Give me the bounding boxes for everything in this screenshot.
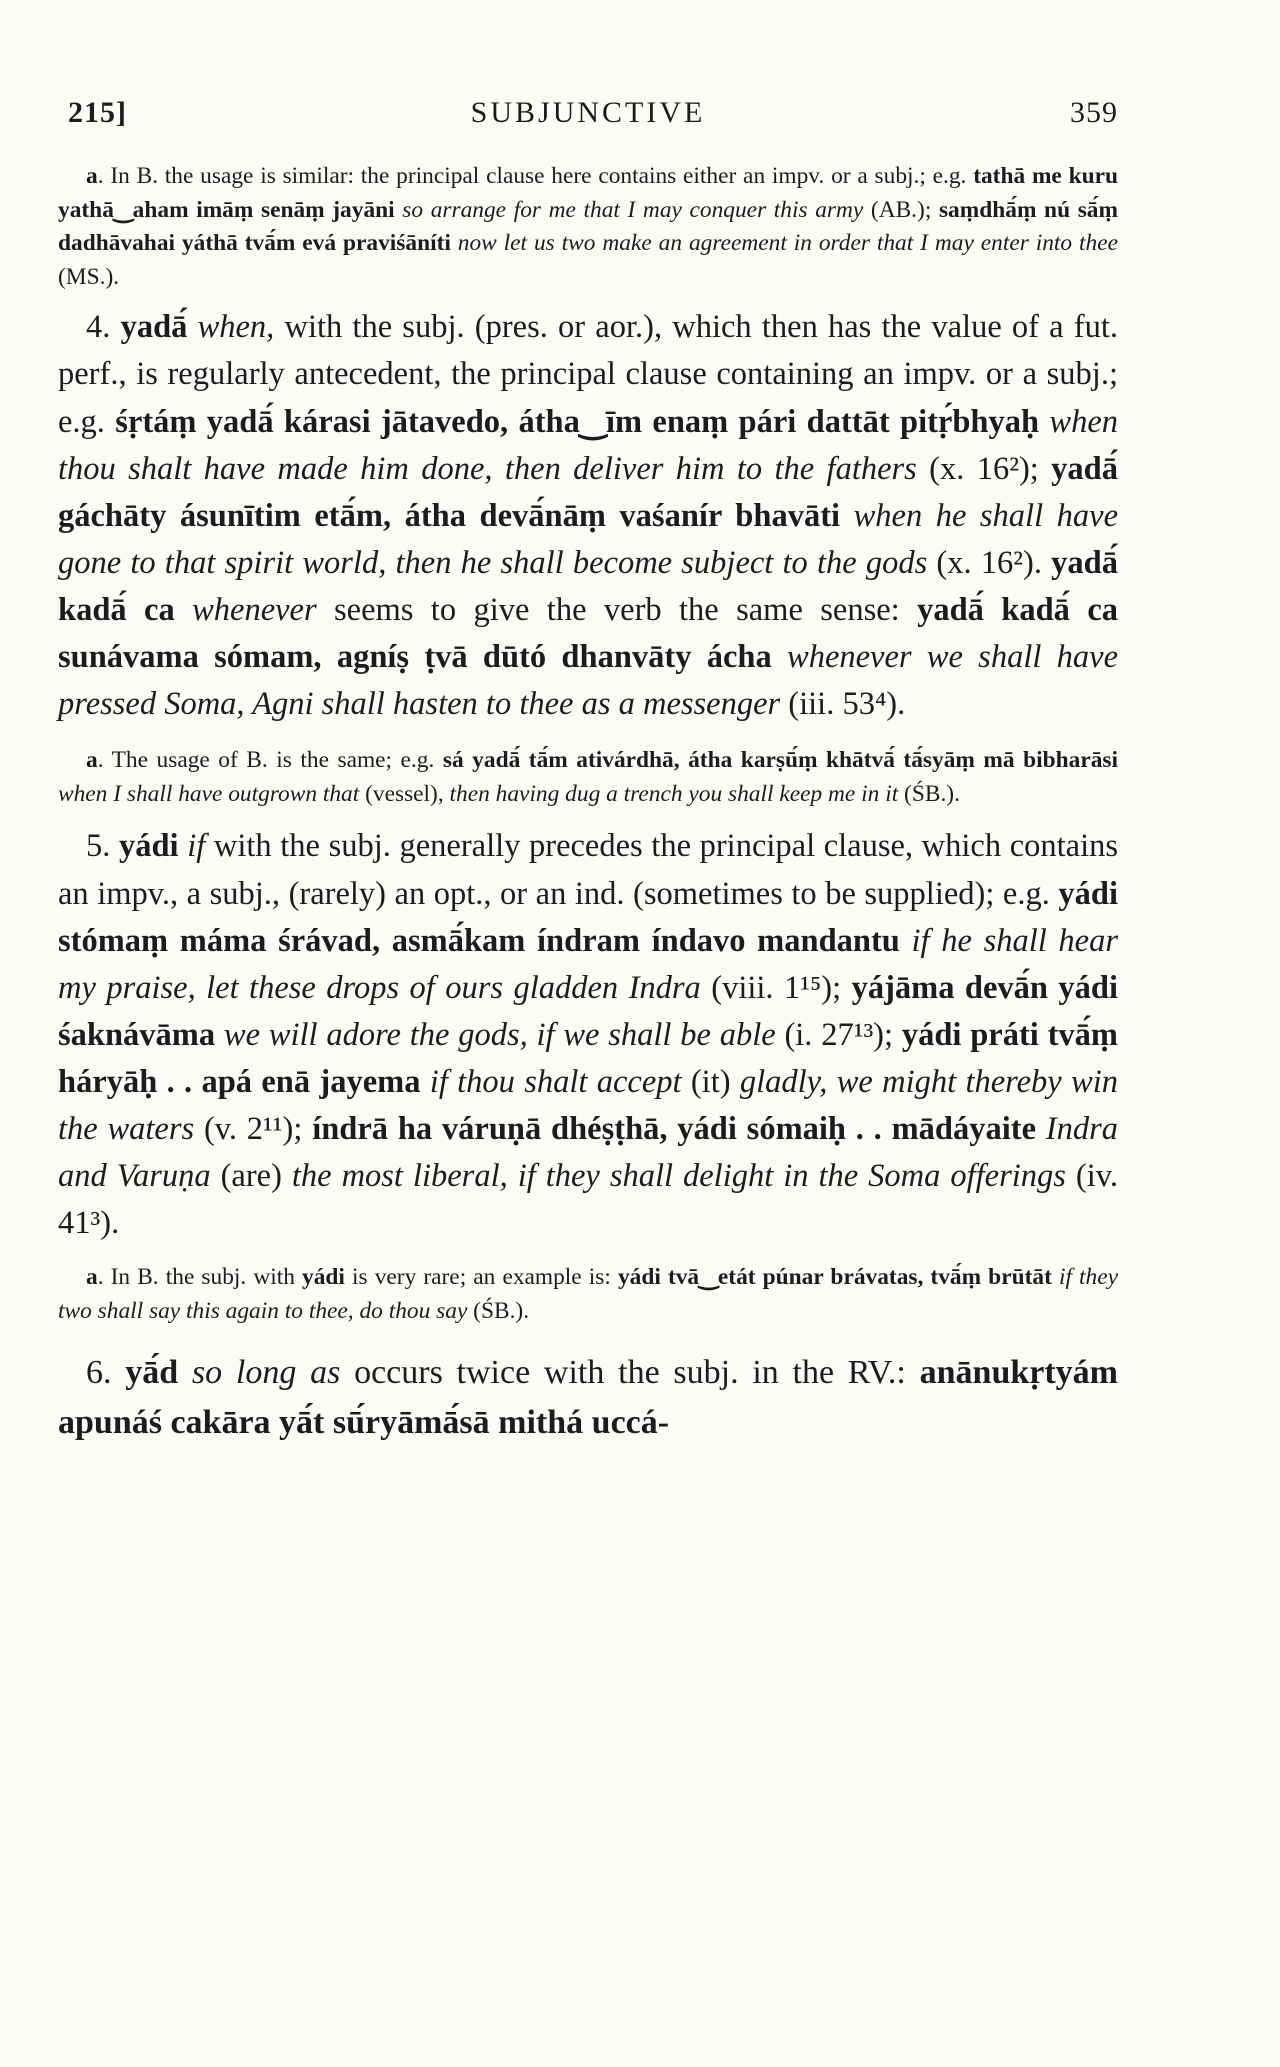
- sanskrit-text: sá yadā́ tā́m ativárdhā, átha karṣū́ṃ khātvā́ tā́syāṃ mā bibharāsi: [442, 747, 1118, 774]
- body-text: 5.: [86, 828, 119, 865]
- sanskrit-text: a: [86, 1264, 98, 1291]
- sanskrit-text: yádi tvā‿etát púnar brávatas, tvā́ṃ brūtāt: [617, 1264, 1052, 1291]
- note-a-paragraph-3: [58, 1261, 1118, 1328]
- book-page: [58, 96, 1118, 1448]
- note-a-paragraph-1: [58, 160, 1118, 294]
- body-text: (viii. 1¹⁵);: [700, 969, 852, 1006]
- sanskrit-text: yádi stómaṃ máma śrávad, asmā́kam índram índavo mandantu: [58, 875, 1118, 959]
- sanskrit-text: yádi práti tvā́ṃ háryāḥ . . apá enā jayema: [58, 1016, 1118, 1100]
- running-title: SUBJUNCTIVE: [470, 96, 706, 129]
- body-text: (it): [681, 1063, 740, 1100]
- section-number: 215]: [68, 96, 127, 129]
- body-text: . In B. the subj. with: [97, 1264, 303, 1291]
- translation-text: the most liberal, if they shall delight in the Soma offerings: [291, 1158, 1066, 1195]
- translation-text: when I shall have outgrown that: [58, 780, 360, 807]
- section-5-paragraph: [58, 823, 1118, 1247]
- sanskrit-text: a: [86, 163, 98, 189]
- translation-text: when thou shalt have made him done, then deliver him to the fathers: [58, 403, 1118, 487]
- sanskrit-text: saṃdhā́ṃ nú sā́ṃ dadhāvahai yáthā tvā́m evá praviśāníti: [58, 196, 1118, 257]
- translation-text: so long as: [178, 1354, 341, 1392]
- body-text: seems to give the verb the same sense:: [316, 591, 918, 628]
- sanskrit-text: yádi: [118, 828, 179, 865]
- page-number: 359: [1070, 96, 1118, 129]
- body-text: occurs twice with the subj. in the RV.:: [340, 1354, 920, 1392]
- sanskrit-text: índrā ha váruṇā dhéṣṭhā, yádi sómaiḥ . . mādáyaite: [312, 1110, 1036, 1147]
- body-text: (v. 2¹¹);: [194, 1110, 313, 1147]
- body-text: (iv. 41³).: [58, 1158, 1118, 1242]
- sanskrit-text: yadā́ gáchāty ásunītim etā́m, átha devā́nāṃ vaśanír bhavāti: [58, 450, 1118, 534]
- body-text: with the subj. generally precedes the principal clause, which contains an impv., a subj., (rarely) an opt., or an ind. (sometimes to be supplied); e.g.: [58, 828, 1118, 912]
- body-text: (MS.).: [58, 263, 120, 290]
- translation-text: if thou shalt accept: [420, 1063, 682, 1100]
- body-text: (ŚB.).: [898, 780, 960, 807]
- body-text: (are): [210, 1158, 292, 1195]
- body-text: with the subj. (pres. or aor.), which then has the value of a fut. perf., is regularly antecedent, the principal clause containing an impv. or a subj.; e.g.: [58, 309, 1118, 440]
- sanskrit-text: yádi: [302, 1264, 345, 1291]
- sanskrit-text: anānukṛtyám apunáś cakāra yā́t sū́ryāmā́sā mithá uccá-: [58, 1354, 1118, 1442]
- translation-text: then having dug a trench you shall keep me in it: [449, 780, 899, 807]
- translation-text: now let us two make an agreement in order that I may enter into thee: [450, 230, 1118, 257]
- translation-text: whenever: [174, 591, 317, 628]
- sanskrit-text: a: [86, 747, 98, 774]
- sanskrit-text: yadā́: [120, 309, 188, 346]
- body-text: 4.: [86, 309, 121, 346]
- translation-text: so arrange for me that I may conquer this army: [394, 196, 864, 223]
- sanskrit-text: yadā́ kadā́ ca: [58, 544, 1118, 628]
- body-text: (AB.);: [863, 196, 939, 223]
- body-text: is very rare; an example is:: [344, 1264, 618, 1291]
- running-header: [58, 96, 1118, 146]
- translation-text: if they two shall say this again to thee, do thou say: [58, 1264, 1118, 1324]
- translation-text: we will adore the gods, if we shall be able: [215, 1016, 776, 1053]
- section-4-paragraph: [58, 304, 1118, 728]
- body-text: (x. 16²).: [927, 544, 1052, 581]
- translation-text: when,: [187, 309, 275, 346]
- translation-text: when he shall have gone to that spirit world, then he shall become subject to the gods: [58, 497, 1118, 581]
- body-text: 6.: [86, 1354, 126, 1392]
- translation-text: if: [178, 828, 206, 865]
- note-a-paragraph-2: [58, 744, 1118, 811]
- sanskrit-text: tathā me kuru yathā‿aham imāṃ senāṃ jayāni: [58, 163, 1118, 223]
- body-text: (vessel),: [359, 780, 450, 807]
- translation-text: if he shall hear my praise, let these drops of ours gladden Indra: [58, 922, 1118, 1006]
- section-6-paragraph: [58, 1348, 1118, 1448]
- body-text: (ŚB.).: [467, 1297, 530, 1324]
- sanskrit-text: yájāma devā́n yádi śaknávāma: [58, 969, 1119, 1053]
- body-text: . The usage of B. is the same; e.g.: [97, 747, 443, 774]
- body-text: (iii. 53⁴).: [780, 686, 906, 723]
- body-text: (i. 27¹³);: [775, 1016, 902, 1053]
- sanskrit-text: yā́d: [125, 1354, 179, 1392]
- sanskrit-text: śṛtáṃ yadā́ kárasi jātavedo, átha‿īm enaṃ pári dattāt pitṛ́bhyaḥ: [115, 403, 1040, 440]
- sanskrit-text: yadā́ kadā́ ca sunávama sómam, agníṣ ṭvā dūtó dhanvāty ácha: [58, 591, 1118, 676]
- translation-text: Indra and Varuṇa: [58, 1110, 1118, 1195]
- body-text: (x. 16²);: [916, 450, 1052, 487]
- translation-text: whenever we shall have pressed Soma, Agni shall hasten to thee as a messenger: [58, 639, 1119, 723]
- body-text: . In B. the usage is similar: the principal clause here contains either an impv. or a subj.; e.g.: [97, 163, 974, 189]
- translation-text: gladly, we might thereby win the waters: [58, 1063, 1118, 1147]
